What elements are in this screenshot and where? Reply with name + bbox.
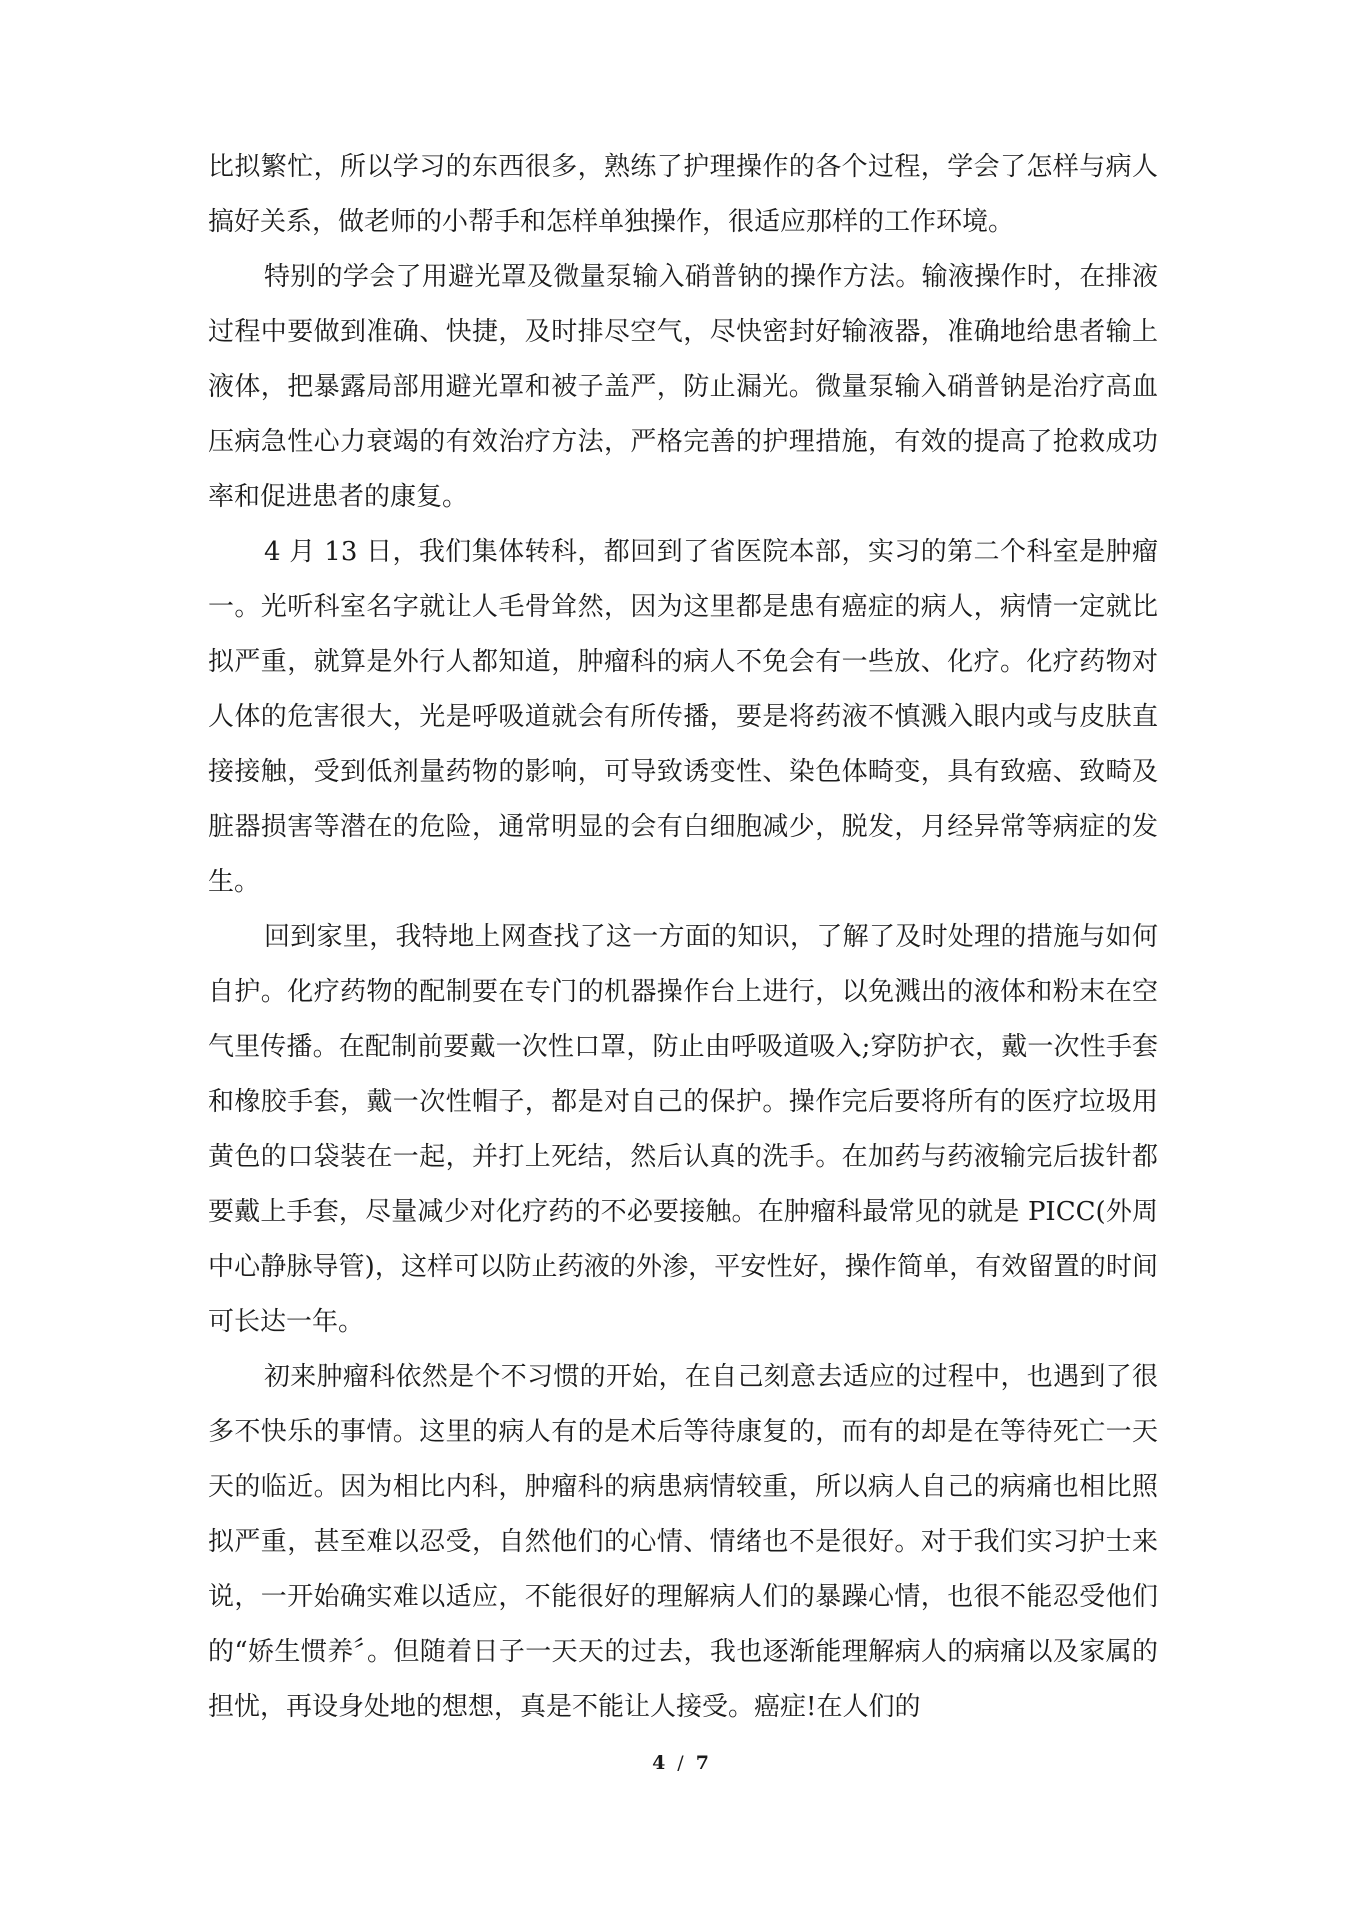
document-body [208,140,1158,1735]
paragraph: 比拟繁忙，所以学习的东西很多，熟练了护理操作的各个过程，学会了怎样与病人搞好关系，做老师的小帮手和怎样单独操作，很适应那样的工作环境。 [208,152,1158,237]
page-number [0,1752,1363,1774]
total-pages-number: 7 [695,1752,711,1774]
paragraph: 特别的学会了用避光罩及微量泵输入硝普钠的操作方法。输液操作时，在排液过程中要做到准确、快捷，及时排尽空气，尽快密封好输液器，准确地给患者输上液体，把暴露局部用避光罩和被子盖严，防止漏光。微量泵输入硝普钠是治疗高血压病急性心力衰竭的有效治疗方法，严格完善的护理措施，有效的提高了抢救成功率和促进患者的康复。 [208,262,1158,512]
current-page-number: 4 [652,1752,668,1774]
paragraph: 初来肿瘤科依然是个不习惯的开始，在自己刻意去适应的过程中，也遇到了很多不快乐的事情。这里的病人有的是术后等待康复的，而有的却是在等待死亡一天天的临近。因为相比内科，肿瘤科的病患病情较重，所以病人自己的病痛也相比照拟严重，甚至难以忍受，自然他们的心情、情绪也不是很好。对于我们实习护士来说，一开始确实难以适应，不能很好的理解病人们的暴躁心情，也很不能忍受他们的“娇生惯养〞。但随着日子一天天的过去，我也逐渐能理解病人的病痛以及家属的担忧，再设身处地的想想，真是不能让人接受。癌症!在人们的 [208,1362,1158,1722]
paragraph: 4 月 13 日，我们集体转科，都回到了省医院本部，实习的第二个科室是肿瘤一。光听科室名字就让人毛骨耸然，因为这里都是患有癌症的病人，病情一定就比拟严重，就算是外行人都知道，肿瘤科的病人不免会有一些放、化疗。化疗药物对人体的危害很大，光是呼吸道就会有所传播，要是将药液不慎溅入眼内或与皮肤直接接触，受到低剂量药物的影响，可导致诱变性、染色体畸变，具有致癌、致畸及脏器损害等潜在的危险，通常明显的会有白细胞减少，脱发，月经异常等病症的发生。 [208,537,1158,897]
page-separator: / [677,1752,686,1774]
paragraph: 回到家里，我特地上网查找了这一方面的知识，了解了及时处理的措施与如何自护。化疗药物的配制要在专门的机器操作台上进行，以免溅出的液体和粉末在空气里传播。在配制前要戴一次性口罩，防止由呼吸道吸入;穿防护衣，戴一次性手套和橡胶手套，戴一次性帽子，都是对自己的保护。操作完后要将所有的医疗垃圾用黄色的口袋装在一起，并打上死结，然后认真的洗手。在加药与药液输完后拔针都要戴上手套，尽量减少对化疗药的不必要接触。在肿瘤科最常见的就是 PICC(外周中心静脉导管)，这样可以防止药液的外渗，平安性好，操作简单，有效留置的时间可长达一年。 [208,922,1158,1337]
